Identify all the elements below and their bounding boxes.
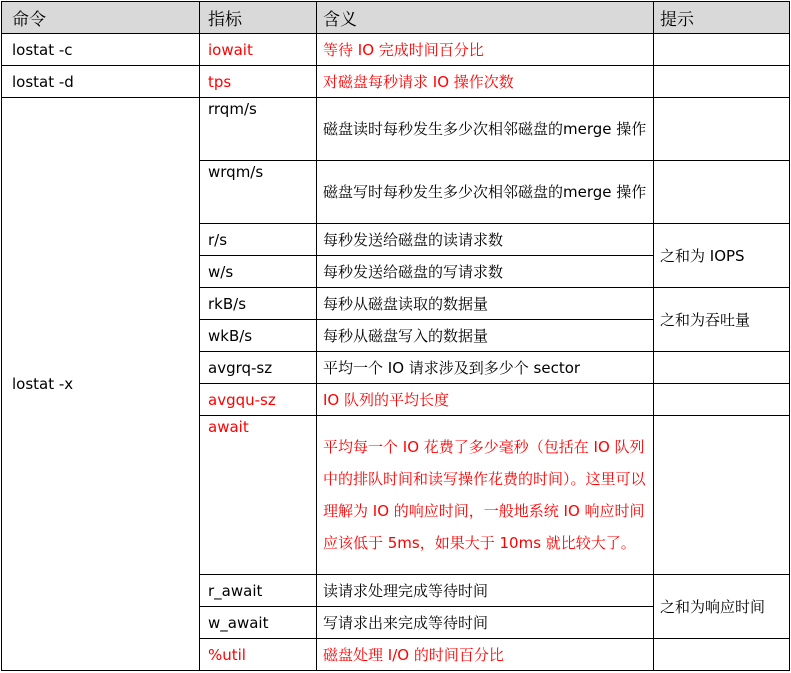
command-cell: lostat -x [2,98,200,671]
metric-cell: avgrq-sz [200,352,317,384]
header-tip: 提示 [654,2,790,34]
meaning-cell: 写请求出来完成等待时间 [317,607,654,639]
meaning-cell: 磁盘写时每秒发生多少次相邻磁盘的merge 操作 [317,161,654,224]
metric-cell: r/s [200,224,317,256]
table-row [2,98,790,161]
table-row [2,66,790,98]
meaning-cell: 等待 IO 完成时间百分比 [317,34,654,66]
header-command: 命令 [2,2,200,34]
metric-cell: avgqu-sz [200,384,317,416]
iostat-metrics-table [1,1,790,671]
metric-cell: await [200,416,317,575]
meaning-cell: 磁盘读时每秒发生多少次相邻磁盘的merge 操作 [317,98,654,161]
meaning-cell: 每秒发送给磁盘的写请求数 [317,256,654,288]
tip-cell [654,66,790,98]
metric-cell: iowait [200,34,317,66]
meaning-cell: 对磁盘每秒请求 IO 操作次数 [317,66,654,98]
header-metric: 指标 [200,2,317,34]
meaning-cell: 每秒从磁盘写入的数据量 [317,320,654,352]
header-meaning: 含义 [317,2,654,34]
tip-cell [654,161,790,224]
metric-cell: w/s [200,256,317,288]
tip-cell [654,384,790,416]
tip-cell [654,352,790,384]
tip-cell [654,416,790,575]
metric-cell: rrqm/s [200,98,317,161]
metric-cell: tps [200,66,317,98]
tip-cell: 之和为 IOPS [654,224,790,288]
table-row [2,34,790,66]
meaning-cell: 每秒从磁盘读取的数据量 [317,288,654,320]
metric-cell: r_await [200,575,317,607]
meaning-cell: 磁盘处理 I/O 的时间百分比 [317,639,654,671]
tip-cell: 之和为响应时间 [654,575,790,639]
metric-cell: wrqm/s [200,161,317,224]
tip-cell [654,98,790,161]
tip-cell: 之和为吞吐量 [654,288,790,352]
tip-cell [654,639,790,671]
tip-cell [654,34,790,66]
metric-cell: %util [200,639,317,671]
meaning-cell: 读请求处理完成等待时间 [317,575,654,607]
header-row [2,2,790,34]
meaning-cell: 平均一个 IO 请求涉及到多少个 sector [317,352,654,384]
metric-cell: rkB/s [200,288,317,320]
meaning-cell: IO 队列的平均长度 [317,384,654,416]
command-cell: lostat -d [2,66,200,98]
metric-cell: wkB/s [200,320,317,352]
metric-cell: w_await [200,607,317,639]
command-cell: lostat -c [2,34,200,66]
meaning-cell: 每秒发送给磁盘的读请求数 [317,224,654,256]
meaning-cell: 平均每一个 IO 花费了多少毫秒（包括在 IO 队列中的排队时间和读写操作花费的时间）。这里可以理解为 IO 的响应时间，一般地系统 IO 响应时间应该低于 5ms，如果大于 10ms 就比较大了。 [317,416,654,575]
